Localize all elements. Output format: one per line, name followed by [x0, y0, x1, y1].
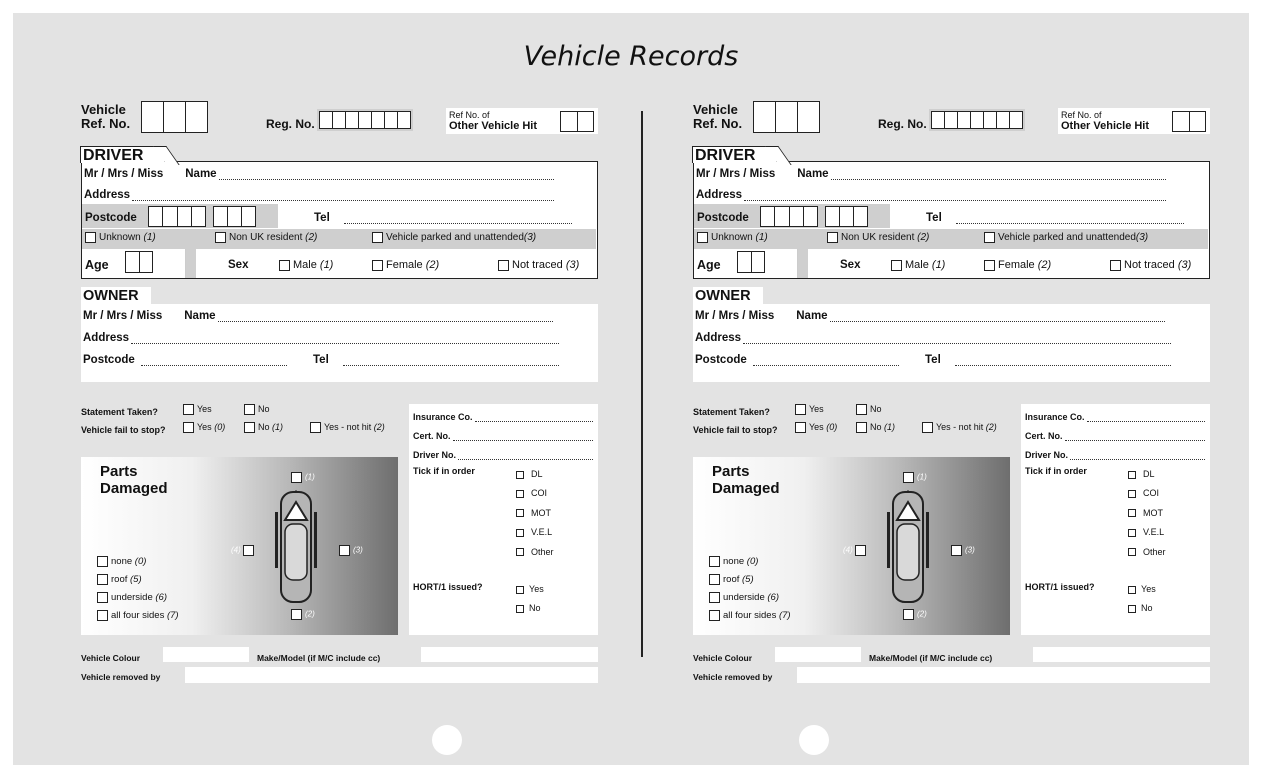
document-checkbox[interactable]	[516, 548, 524, 556]
document-checkbox[interactable]	[1128, 529, 1136, 537]
document-check-item[interactable]	[1128, 504, 1166, 523]
document-check-label: DL	[1143, 469, 1155, 479]
driver-non-uk-option[interactable]: Non UK resident (2)	[827, 232, 929, 243]
driver-age-label: Age	[697, 258, 721, 272]
hort-issued-label: HORT/1 issued?	[413, 582, 483, 592]
driver-no-field[interactable]	[1070, 453, 1205, 460]
driver-not-traced-option[interactable]: Not traced (3)	[498, 259, 579, 271]
driver-not-traced-option[interactable]: Not traced (3)	[1110, 259, 1191, 271]
driver-tel-field[interactable]	[344, 214, 572, 224]
owner-postcode-field[interactable]	[141, 356, 287, 366]
driver-no-label: Driver No.	[413, 450, 457, 460]
make-model-label: Make/Model (if M/C include cc)	[869, 653, 993, 663]
owner-name-label: Name	[796, 310, 828, 322]
owner-name-field[interactable]	[830, 312, 1165, 322]
document-check-item[interactable]	[1128, 543, 1166, 562]
parts-damaged-panel	[81, 457, 398, 635]
owner-postcode-label: Postcode	[83, 354, 135, 366]
document-checkbox[interactable]	[1128, 490, 1136, 498]
document-check-label: Other	[531, 546, 554, 557]
driver-tab: DRIVER	[80, 146, 164, 163]
insurance-section	[1021, 404, 1210, 635]
driver-name-label: Name	[797, 168, 829, 180]
other-vehicle-ref: Ref No. of Other Vehicle Hit	[1058, 108, 1210, 134]
parts-none-option[interactable]: none (0)	[97, 553, 179, 571]
driver-age-boxes[interactable]	[125, 251, 153, 273]
document-check-item[interactable]	[516, 504, 554, 523]
document-checkbox[interactable]	[516, 471, 524, 479]
driver-postcode-label: Postcode	[85, 212, 137, 224]
hort-options	[516, 580, 544, 618]
driver-title-label: Mr / Mrs / Miss	[696, 168, 776, 180]
side-3-checkbox[interactable]: (3)	[339, 545, 363, 556]
document-check-label: Other	[1143, 546, 1166, 557]
fail-not-hit-option[interactable]: Yes - not hit (2)	[310, 422, 385, 433]
insurance-co-field[interactable]	[475, 415, 593, 422]
hort-issued-label: HORT/1 issued?	[1025, 582, 1095, 592]
document-checkbox[interactable]	[516, 529, 524, 537]
owner-address-field[interactable]	[131, 334, 559, 344]
driver-female-option[interactable]: Female (2)	[372, 259, 439, 271]
document-check-label: COI	[531, 488, 548, 499]
driver-unknown-option[interactable]: Unknown (1)	[85, 232, 156, 243]
vehicle-colour-field[interactable]	[775, 647, 861, 662]
insurance-co-label: Insurance Co.	[413, 412, 473, 422]
document-check-item[interactable]	[1128, 523, 1166, 542]
punch-hole-right	[799, 725, 829, 755]
statement-taken-label: Statement Taken?	[693, 407, 770, 417]
driver-sex-label: Sex	[228, 259, 249, 271]
document-checkbox[interactable]	[516, 490, 524, 498]
reg-no-boxes[interactable]	[317, 109, 413, 131]
parts-underside-option[interactable]: underside (6)	[709, 589, 791, 607]
owner-section	[81, 304, 598, 382]
driver-section	[693, 147, 1210, 279]
document-check-item[interactable]	[1128, 484, 1166, 503]
document-check-item[interactable]	[1128, 465, 1166, 484]
driver-address-label: Address	[84, 189, 131, 201]
owner-name-field[interactable]	[218, 312, 553, 322]
other-vehicle-ref: Ref No. of Other Vehicle Hit	[446, 108, 598, 134]
form-right	[693, 13, 1233, 713]
side-1-checkbox[interactable]: (1)	[903, 472, 927, 483]
driver-tel-label: Tel	[314, 212, 330, 224]
fail-to-stop-label: Vehicle fail to stop?	[693, 425, 778, 435]
document-check-label: MOT	[1143, 507, 1163, 518]
driver-postcode-boxes-b[interactable]	[213, 206, 256, 227]
other-vehicle-ref-boxes[interactable]	[560, 111, 594, 132]
driver-status-row	[694, 229, 1208, 249]
vehicle-removed-label: Vehicle removed by	[693, 672, 773, 682]
hort-yes-option[interactable]: Yes	[516, 580, 544, 599]
driver-tab: DRIVER	[692, 146, 776, 163]
tick-if-in-order-label: Tick if in order	[413, 466, 475, 476]
parts-all-four-option[interactable]: all four sides (7)	[709, 607, 791, 625]
document-check-item[interactable]	[516, 543, 554, 562]
parts-damaged-panel	[693, 457, 1010, 635]
parts-all-four-option[interactable]: all four sides (7)	[97, 607, 179, 625]
vehicle-ref-boxes[interactable]	[141, 101, 208, 133]
statement-no-option[interactable]: No	[856, 404, 882, 415]
owner-name-label: Name	[184, 310, 216, 322]
owner-address-label: Address	[83, 332, 130, 344]
cert-no-label: Cert. No.	[1025, 431, 1063, 441]
reg-no-label: Reg. No.	[266, 117, 315, 131]
parts-damaged-title: Parts Damaged	[100, 463, 168, 497]
statement-yes-option[interactable]: Yes	[795, 404, 824, 415]
documents-list	[516, 465, 554, 562]
driver-no-field[interactable]	[458, 453, 593, 460]
document-checkbox[interactable]	[1128, 509, 1136, 517]
document-check-item[interactable]	[516, 484, 554, 503]
parts-underside-option[interactable]: underside (6)	[97, 589, 179, 607]
vehicle-colour-field[interactable]	[163, 647, 249, 662]
vehicle-removed-label: Vehicle removed by	[81, 672, 161, 682]
driver-address-label: Address	[696, 189, 743, 201]
driver-unknown-option[interactable]: Unknown (1)	[697, 232, 768, 243]
driver-age-label: Age	[85, 258, 109, 272]
document-check-label: DL	[531, 469, 543, 479]
vehicle-ref-boxes[interactable]	[753, 101, 820, 133]
driver-male-option[interactable]: Male (1)	[279, 259, 333, 271]
tick-if-in-order-label: Tick if in order	[1025, 466, 1087, 476]
vehicle-colour-label: Vehicle Colour	[693, 653, 753, 663]
parts-damaged-title: Parts Damaged	[712, 463, 780, 497]
owner-address-label: Address	[695, 332, 742, 344]
parts-none-option[interactable]: none (0)	[709, 553, 791, 571]
cert-no-label: Cert. No.	[413, 431, 451, 441]
vehicle-ref-label: Vehicle Ref. No.	[693, 102, 743, 131]
page-title: Vehicle Records	[523, 41, 739, 72]
car-diagram-icon	[883, 490, 933, 605]
owner-section	[693, 304, 1210, 382]
form-left	[81, 13, 621, 713]
driver-non-uk-option[interactable]: Non UK resident (2)	[215, 232, 317, 243]
driver-age-sex-row	[82, 249, 596, 278]
insurance-co-label: Insurance Co.	[1025, 412, 1085, 422]
car-diagram-icon	[271, 490, 321, 605]
driver-postcode-label: Postcode	[697, 212, 749, 224]
owner-title-label: Mr / Mrs / Miss	[83, 310, 163, 322]
hort-no-option[interactable]: No	[1128, 599, 1156, 618]
parts-options	[97, 553, 179, 625]
parts-roof-option[interactable]: roof (5)	[709, 571, 791, 589]
make-model-field[interactable]	[1033, 647, 1210, 662]
statement-yes-option[interactable]: Yes	[183, 404, 212, 415]
owner-tel-label: Tel	[925, 354, 941, 366]
owner-tel-label: Tel	[313, 354, 329, 366]
driver-tel-field[interactable]	[956, 214, 1184, 224]
hort-options	[1128, 580, 1156, 618]
driver-name-field[interactable]	[831, 170, 1166, 180]
cert-no-field[interactable]	[453, 434, 593, 441]
driver-age-boxes[interactable]	[737, 251, 765, 273]
side-3-checkbox[interactable]: (3)	[951, 545, 975, 556]
reg-no-boxes[interactable]	[929, 109, 1025, 131]
parts-roof-option[interactable]: roof (5)	[97, 571, 179, 589]
side-4-checkbox[interactable]: (4)	[231, 545, 257, 556]
cert-no-field[interactable]	[1065, 434, 1205, 441]
owner-address-field[interactable]	[743, 334, 1171, 344]
driver-age-sex-row	[694, 249, 1208, 278]
driver-address-field[interactable]	[132, 191, 554, 201]
driver-sex-label: Sex	[840, 259, 861, 271]
statement-no-option[interactable]: No	[244, 404, 270, 415]
driver-no-label: Driver No.	[1025, 450, 1069, 460]
side-2-checkbox[interactable]: (2)	[903, 609, 927, 620]
hort-yes-option[interactable]: Yes	[1128, 580, 1156, 599]
document-check-item[interactable]	[516, 465, 554, 484]
driver-name-label: Name	[185, 168, 217, 180]
owner-tab: OWNER	[693, 287, 763, 305]
document-check-label: COI	[1143, 488, 1160, 499]
fail-yes-option[interactable]: Yes (0)	[795, 422, 837, 433]
driver-parked-option[interactable]: Vehicle parked and unattended(3)	[984, 232, 1148, 243]
driver-postcode-boxes-a[interactable]	[760, 206, 818, 227]
center-divider	[641, 111, 643, 657]
fail-not-hit-option[interactable]: Yes - not hit (2)	[922, 422, 997, 433]
vehicle-removed-field[interactable]	[185, 667, 598, 683]
owner-postcode-field[interactable]	[753, 356, 899, 366]
side-4-checkbox[interactable]: (4)	[843, 545, 869, 556]
driver-status-row	[82, 229, 596, 249]
driver-section	[81, 147, 598, 279]
fail-to-stop-label: Vehicle fail to stop?	[81, 425, 166, 435]
insurance-co-field[interactable]	[1087, 415, 1205, 422]
form-sheet	[13, 13, 1249, 765]
fail-no-option[interactable]: No (1)	[856, 422, 895, 433]
owner-tel-field[interactable]	[343, 356, 559, 366]
insurance-section	[409, 404, 598, 635]
fail-no-option[interactable]: No (1)	[244, 422, 283, 433]
driver-parked-option[interactable]: Vehicle parked and unattended(3)	[372, 232, 536, 243]
document-checkbox[interactable]	[1128, 471, 1136, 479]
owner-tel-field[interactable]	[955, 356, 1171, 366]
document-check-label: V.E.L	[1143, 527, 1165, 538]
driver-name-field[interactable]	[219, 170, 554, 180]
owner-title-label: Mr / Mrs / Miss	[695, 310, 775, 322]
hort-no-option[interactable]: No	[516, 599, 544, 618]
punch-hole-left	[432, 725, 462, 755]
statement-taken-label: Statement Taken?	[81, 407, 158, 417]
driver-postcode-area	[694, 204, 890, 228]
driver-title-label: Mr / Mrs / Miss	[84, 168, 164, 180]
document-checkbox[interactable]	[516, 509, 524, 517]
fail-yes-option[interactable]: Yes (0)	[183, 422, 225, 433]
driver-male-option[interactable]: Male (1)	[891, 259, 945, 271]
side-1-checkbox[interactable]: (1)	[291, 472, 315, 483]
owner-postcode-label: Postcode	[695, 354, 747, 366]
document-checkbox[interactable]	[1128, 548, 1136, 556]
owner-tab: OWNER	[81, 287, 151, 305]
documents-list	[1128, 465, 1166, 562]
driver-postcode-boxes-b[interactable]	[825, 206, 868, 227]
make-model-field[interactable]	[421, 647, 598, 662]
document-check-label: V.E.L	[531, 527, 553, 538]
driver-tel-label: Tel	[926, 212, 942, 224]
driver-postcode-area	[82, 204, 278, 228]
driver-female-option[interactable]: Female (2)	[984, 259, 1051, 271]
driver-address-field[interactable]	[744, 191, 1166, 201]
vehicle-ref-label: Vehicle Ref. No.	[81, 102, 131, 131]
driver-postcode-boxes-a[interactable]	[148, 206, 206, 227]
document-check-item[interactable]	[516, 523, 554, 542]
vehicle-colour-label: Vehicle Colour	[81, 653, 141, 663]
parts-options	[709, 553, 791, 625]
make-model-label: Make/Model (if M/C include cc)	[257, 653, 381, 663]
vehicle-removed-field[interactable]	[797, 667, 1210, 683]
side-2-checkbox[interactable]: (2)	[291, 609, 315, 620]
other-vehicle-ref-boxes[interactable]	[1172, 111, 1206, 132]
document-check-label: MOT	[531, 507, 551, 518]
reg-no-label: Reg. No.	[878, 117, 927, 131]
